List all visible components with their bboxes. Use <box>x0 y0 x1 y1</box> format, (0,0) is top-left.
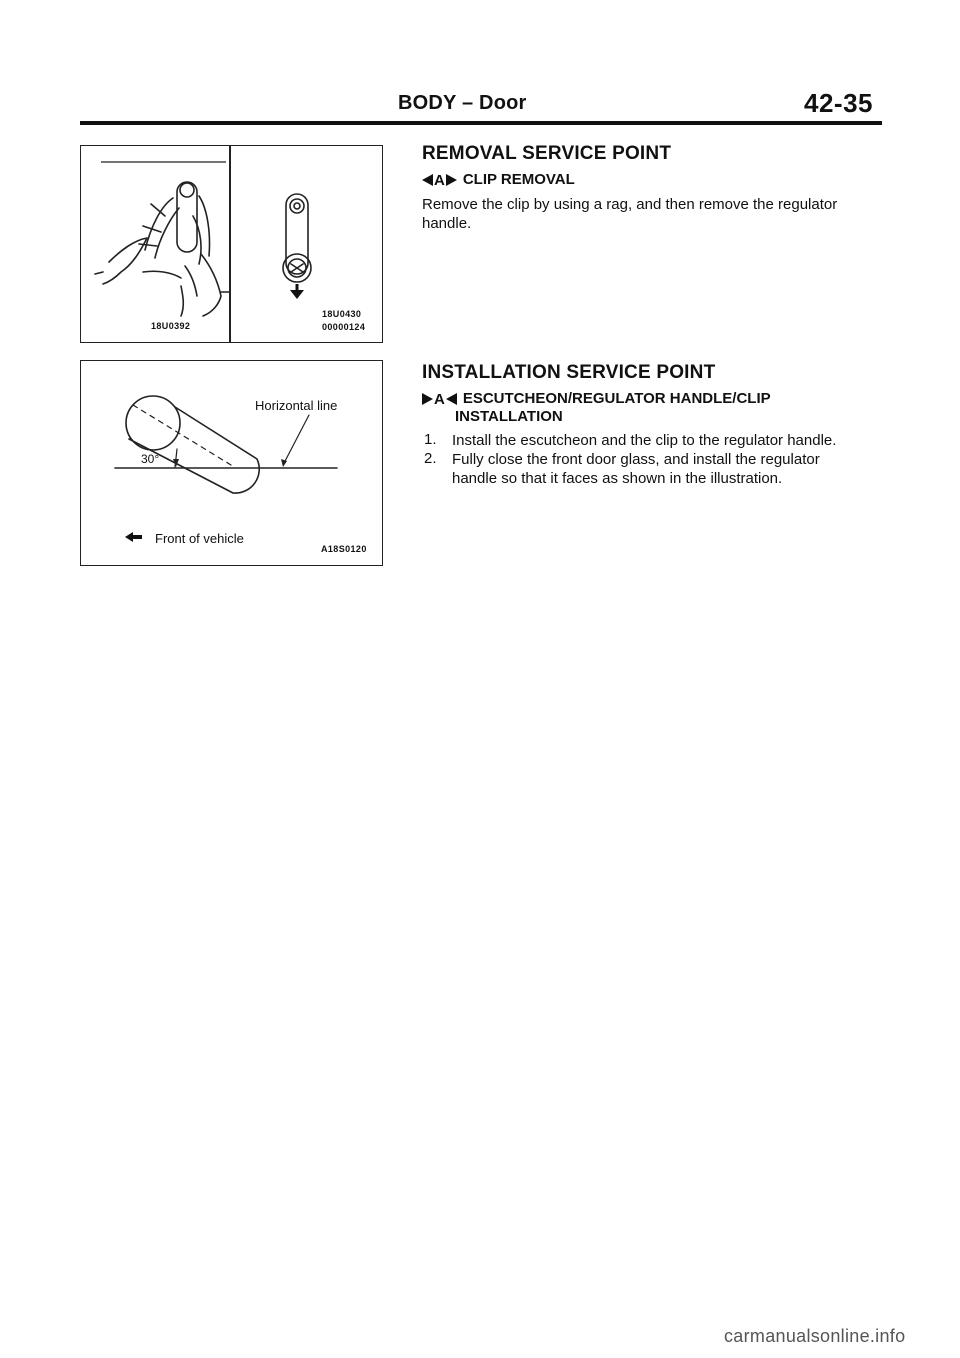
removal-mark: A <box>422 172 457 189</box>
right-triangle-icon <box>446 174 457 186</box>
left-triangle-icon <box>422 174 433 186</box>
figure-clip-removal <box>80 145 383 343</box>
fig1-right-code-1: 18U0430 <box>322 309 362 319</box>
removal-text-line2: handle. <box>422 215 472 232</box>
removal-section-title: REMOVAL SERVICE POINT <box>422 143 672 164</box>
removal-text-line1: Remove the clip by using a rag, and then remove the regulator <box>422 196 838 213</box>
front-of-vehicle-label: Front of vehicle <box>155 531 244 546</box>
fig2-code: A18S0120 <box>321 544 367 554</box>
fig1-right-code-2: 00000124 <box>322 322 366 332</box>
step-2-number: 2. <box>424 450 437 467</box>
arrow-head-icon <box>290 290 304 299</box>
front-arrow-icon <box>125 532 133 542</box>
figure-handle-orientation <box>80 360 383 566</box>
header-rule <box>80 121 882 125</box>
page-number: 42-35 <box>804 88 873 118</box>
fig1-left-code: 18U0392 <box>151 321 191 331</box>
installation-mark: A <box>422 391 457 408</box>
step-2-text-line2: handle so that it faces as shown in the illustration. <box>452 470 783 487</box>
installation-subtitle: A ESCUTCHEON/REGULATOR HANDLE/CLIP <box>422 390 771 408</box>
step-2-text-line1: Fully close the front door glass, and install the regulator <box>452 451 820 468</box>
installation-section-title: INSTALLATION SERVICE POINT <box>422 362 716 383</box>
removal-subtitle: A CLIP REMOVAL <box>422 171 575 189</box>
handle-clip-drawing <box>283 194 311 282</box>
horizontal-line-label: Horizontal line <box>255 398 338 413</box>
page-title: BODY – Door <box>398 92 527 114</box>
right-triangle-icon <box>422 393 433 405</box>
angle-label: 30° <box>141 452 160 466</box>
left-triangle-icon <box>446 393 457 405</box>
figure-divider <box>229 145 231 343</box>
step-1-text: Install the escutcheon and the clip to the regulator handle. <box>452 432 837 449</box>
installation-subtitle-line2: INSTALLATION <box>455 408 563 425</box>
hands-rag-drawing <box>95 182 229 316</box>
step-1-number: 1. <box>424 431 437 448</box>
watermark: carmanualsonline.info <box>724 1326 906 1346</box>
